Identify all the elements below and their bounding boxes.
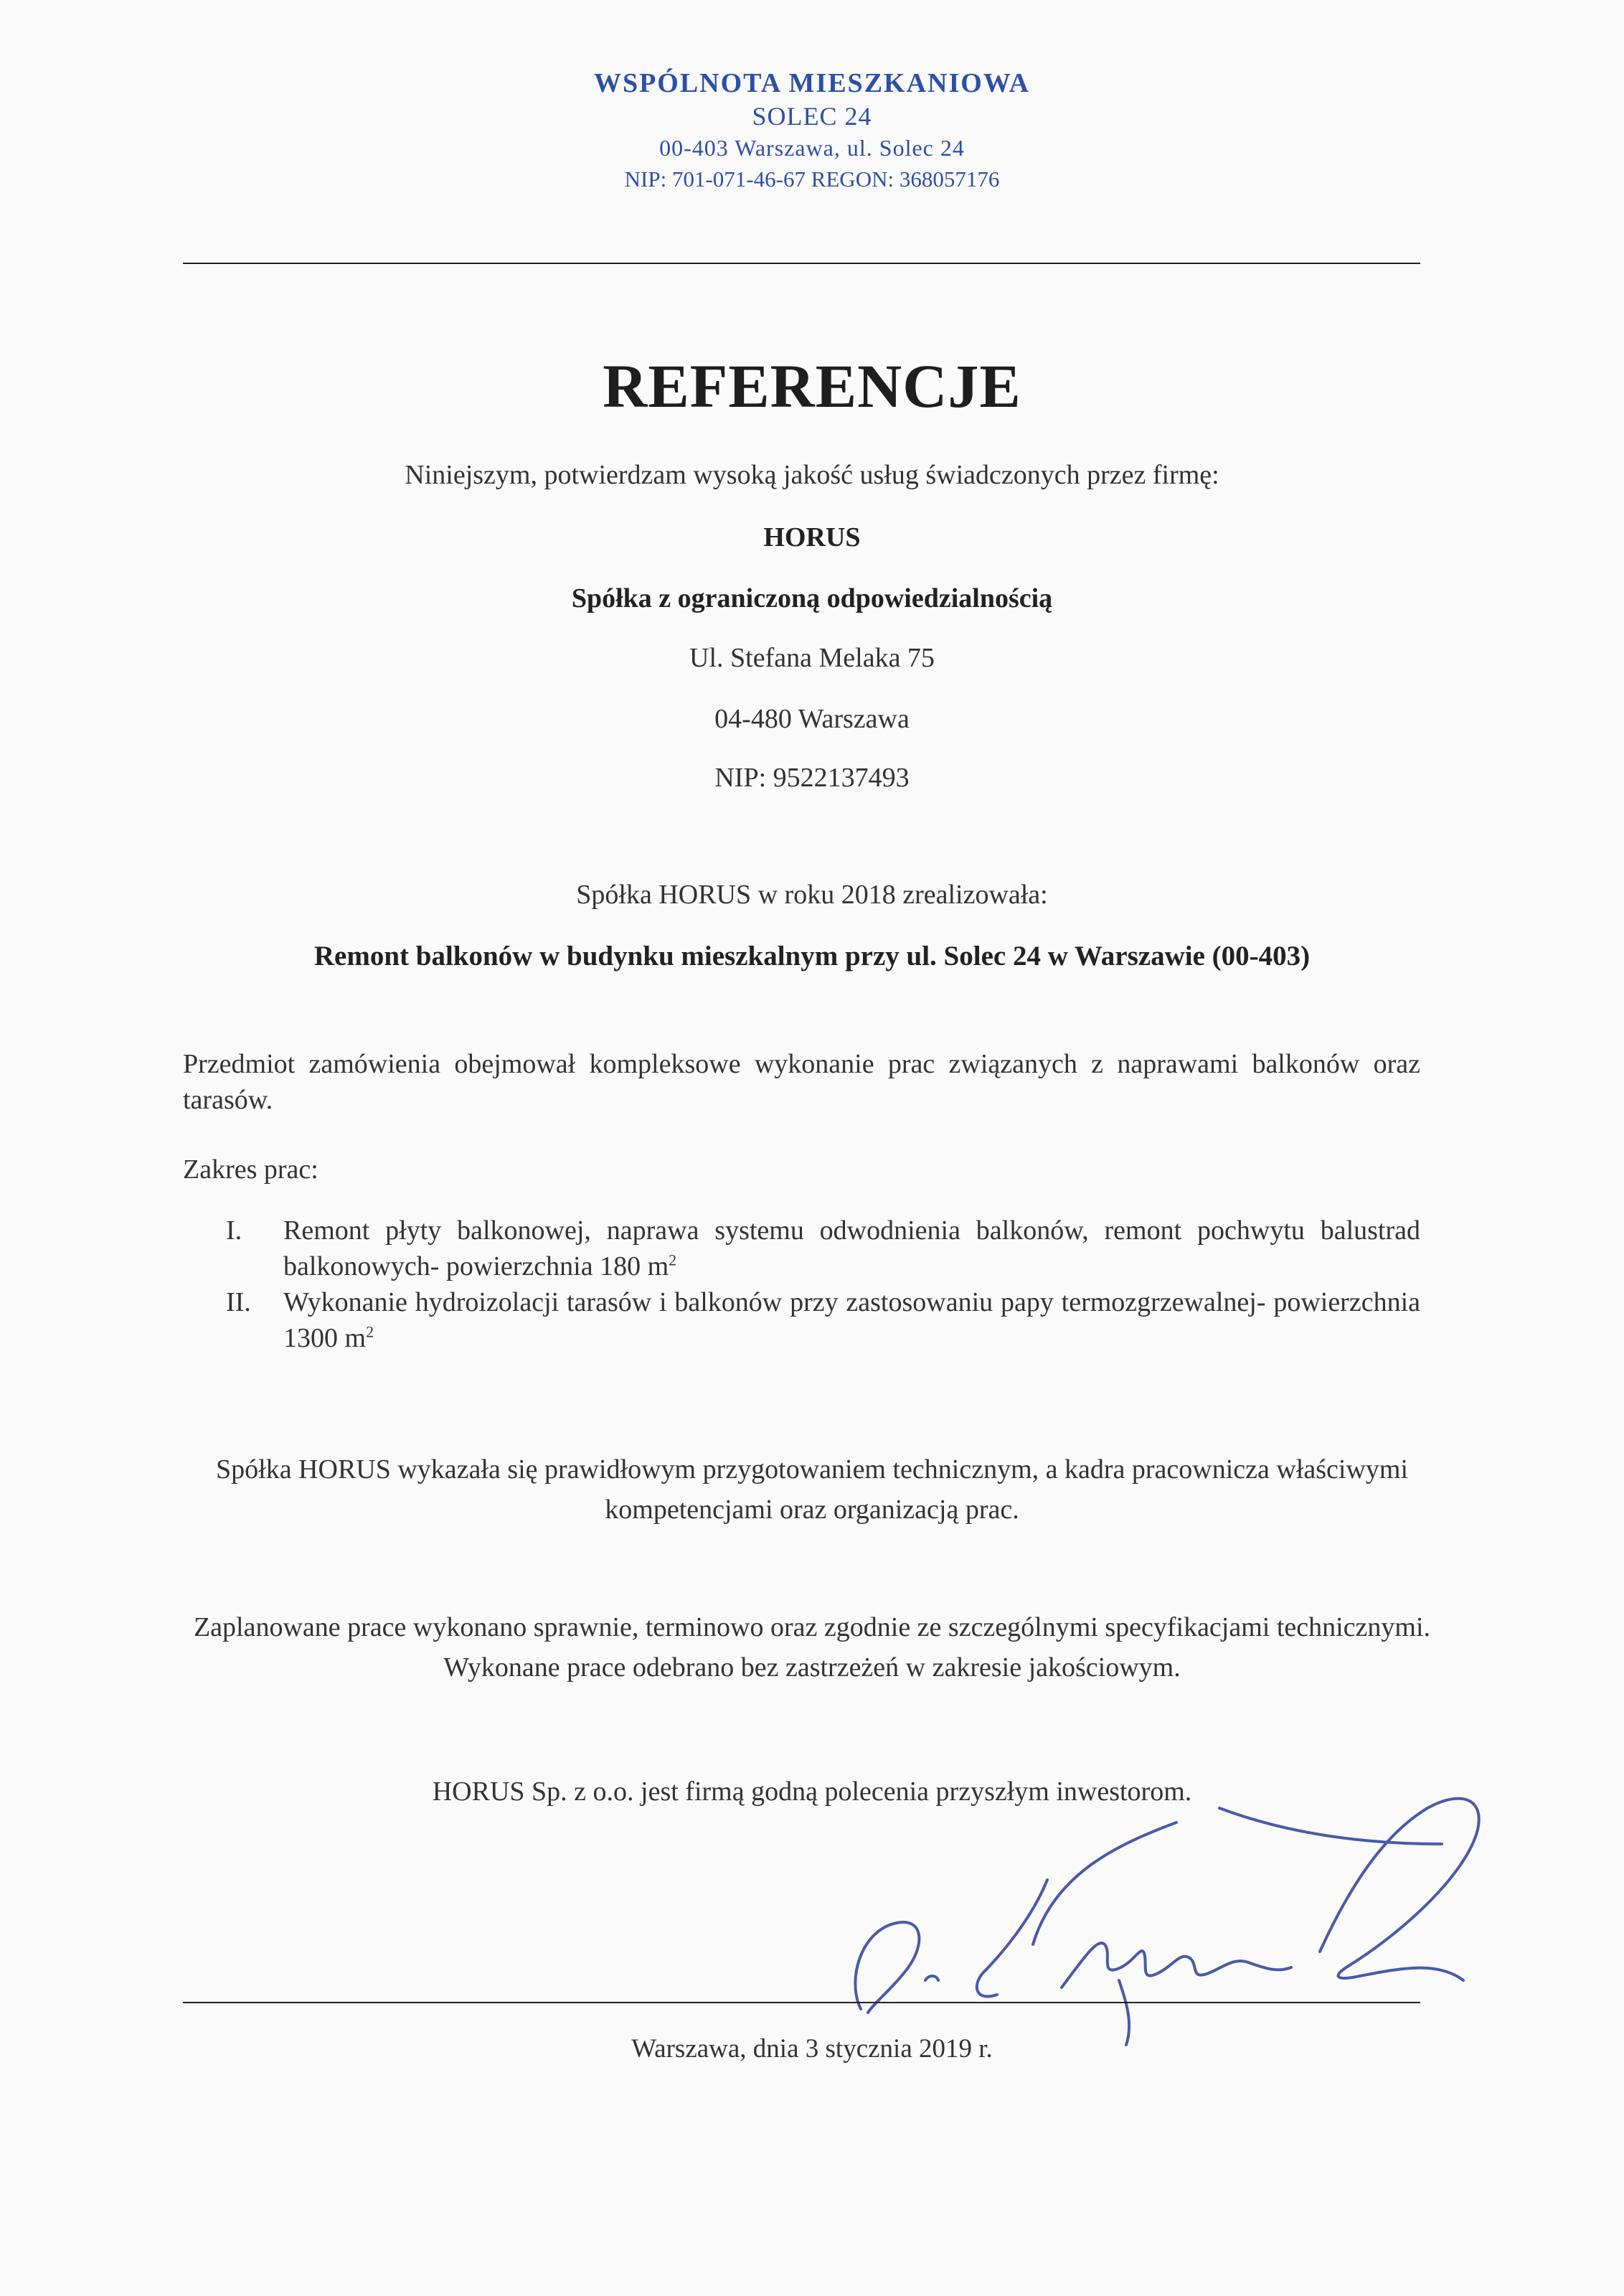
scope-description: Przedmiot zamówienia obejmował kompleksowe wykonanie prac związanych z naprawami balkonów oraz tarasów. bbox=[183, 1049, 1420, 1115]
footer-divider bbox=[183, 2002, 1420, 2003]
company-legal-form: Spółka z ograniczoną odpowiedzialnością bbox=[571, 583, 1053, 613]
recommendation-text: HORUS Sp. z o.o. jest firmą godną polecenia przyszłym inwestorom. bbox=[432, 1777, 1192, 1807]
execution-text: Zaplanowane prace wykonano sprawnie, terminowo oraz zgodnie ze szczególnymi specyfikacjami technicznymi. Wykonane prace odebrano bez zastrzeżeń w zakresie jakościowym. bbox=[193, 1612, 1431, 1683]
scope-item-number: I. bbox=[226, 1215, 242, 1246]
scope-item-superscript: 2 bbox=[669, 1251, 677, 1269]
company-name: HORUS bbox=[763, 522, 861, 552]
company-city: 04-480 Warszawa bbox=[714, 704, 910, 734]
scope-item-text: Wykonanie hydroizolacji tarasów i balkonów przy zastosowaniu papy termozgrzewalnej- powierzchnia 1300 m bbox=[283, 1287, 1420, 1353]
handwritten-signature bbox=[818, 1765, 1521, 2066]
assessment-text: Spółka HORUS wykazała się prawidłowym przygotowaniem technicznym, a kadra pracownicza właściwymi kompetencjami oraz organizacją prac. bbox=[216, 1454, 1408, 1525]
stamp-line-ids: NIP: 701-071-46-67 REGON: 368057176 bbox=[624, 166, 1000, 192]
stamp-line-address: 00-403 Warszawa, ul. Solec 24 bbox=[659, 135, 965, 161]
scope-item bbox=[226, 1213, 1420, 1284]
document-title: REFERENCJE bbox=[603, 352, 1021, 420]
scope-item-text: Remont płyty balkonowej, naprawa systemu odwodnienia balkonów, remont pochwytu balustrad balkonowych- powierzchnia 180 m bbox=[283, 1215, 1420, 1281]
company-nip: NIP: 9522137493 bbox=[714, 763, 910, 793]
project-title: Remont balkonów w budynku mieszkalnym przy ul. Solec 24 w Warszawie (00-403) bbox=[313, 941, 1311, 971]
intro-text: Niniejszym, potwierdzam wysoką jakość usług świadczonych przez firmę: bbox=[405, 460, 1219, 490]
company-street: Ul. Stefana Melaka 75 bbox=[689, 643, 935, 673]
header-divider bbox=[183, 263, 1420, 264]
stamp-line-name: SOLEC 24 bbox=[752, 102, 872, 131]
scope-item-number: II. bbox=[226, 1287, 251, 1317]
scope-list bbox=[226, 1213, 1420, 1356]
scope-item bbox=[226, 1284, 1420, 1356]
scope-item-superscript: 2 bbox=[366, 1322, 374, 1341]
realized-intro: Spółka HORUS w roku 2018 zrealizowała: bbox=[576, 880, 1048, 910]
scope-label: Zakres prac: bbox=[183, 1154, 318, 1185]
document-date: Warszawa, dnia 3 stycznia 2019 r. bbox=[631, 2034, 993, 2064]
stamp-line-association: WSPÓLNOTA MIESZKANIOWA bbox=[593, 68, 1031, 98]
association-stamp bbox=[0, 66, 1624, 195]
